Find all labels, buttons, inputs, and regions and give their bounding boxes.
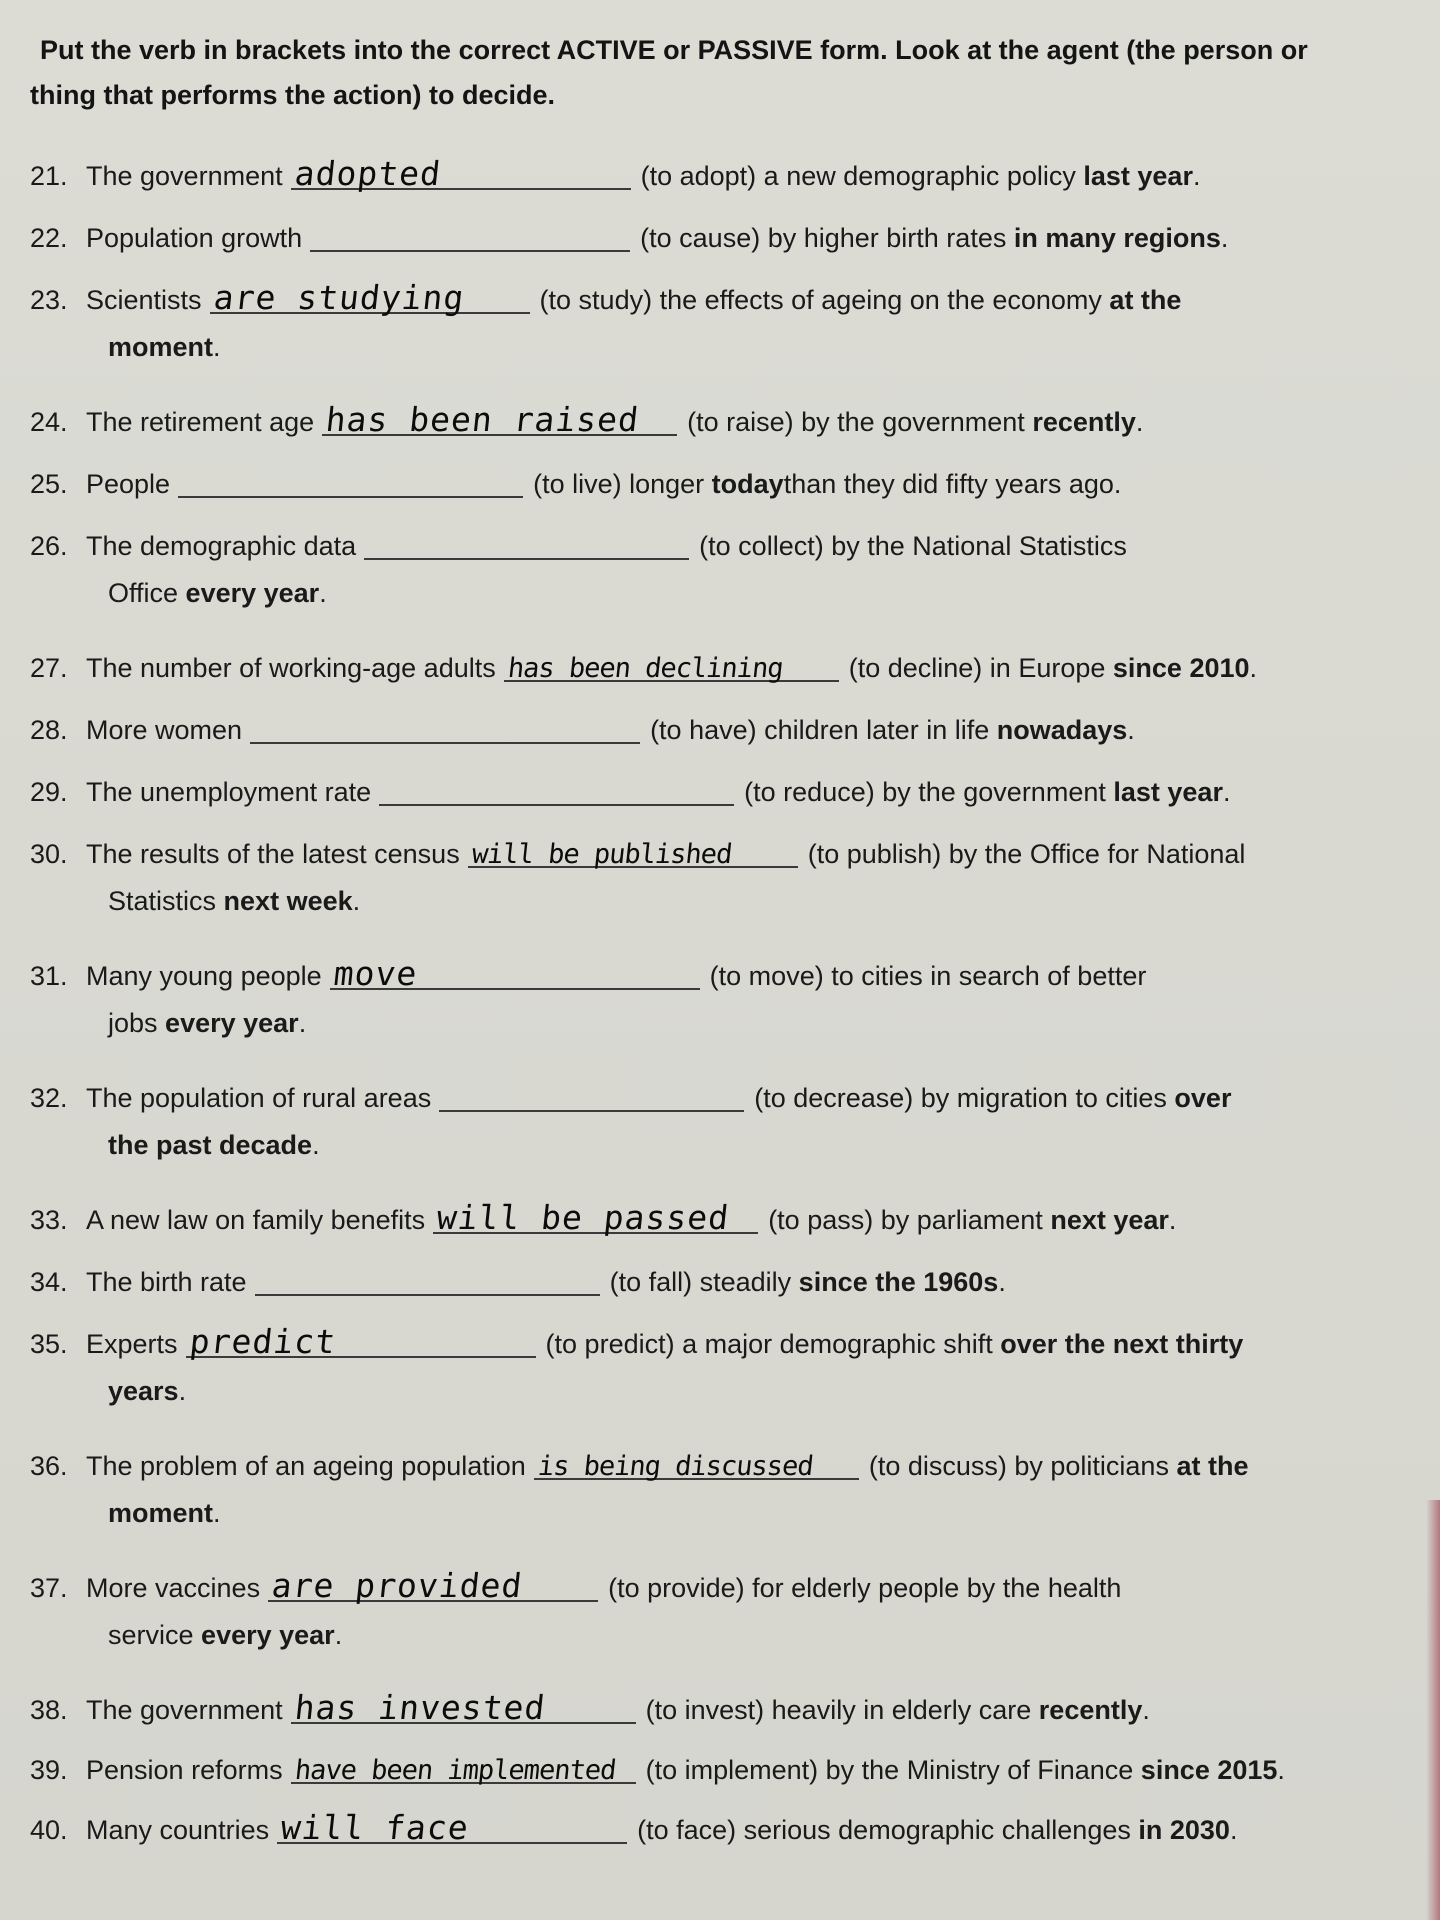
time-expression: over: [1174, 1083, 1232, 1113]
question-number: 35.: [30, 1329, 68, 1359]
question-30: [30, 828, 1390, 915]
question-34: [30, 1256, 1390, 1296]
answer-blank[interactable]: [468, 828, 798, 868]
question-stem: Many countries: [86, 1815, 270, 1845]
sentence-end: .: [213, 332, 221, 362]
question-continuation: [108, 334, 1390, 361]
time-expression: years: [108, 1376, 179, 1406]
sentence-end: .: [1277, 1755, 1285, 1785]
time-expression: every year: [165, 1008, 299, 1038]
answer-blank[interactable]: [534, 1440, 859, 1480]
answer-blank[interactable]: [250, 704, 640, 744]
answer-blank[interactable]: [330, 950, 700, 993]
handwritten-answer: will face: [279, 1808, 471, 1847]
verb-hint: (to adopt) a new demographic policy: [640, 161, 1076, 191]
time-expression: every year: [201, 1620, 335, 1650]
question-stem: Pension reforms: [86, 1755, 283, 1785]
question-stem: The birth rate: [86, 1267, 247, 1297]
answer-blank[interactable]: [439, 1072, 744, 1112]
sentence-end: than they did fifty years ago.: [783, 469, 1122, 499]
handwritten-answer: move: [331, 954, 420, 993]
verb-hint: (to implement) by the Ministry of Finance: [645, 1755, 1134, 1785]
sentence-end: .: [319, 578, 327, 608]
verb-hint: (to publish) by the Office for National: [807, 839, 1246, 869]
question-number: 33.: [30, 1205, 68, 1235]
answer-blank[interactable]: [186, 1318, 536, 1361]
question-number: 32.: [30, 1083, 68, 1113]
verb-hint: (to cause) by higher birth rates: [640, 223, 1007, 253]
instructions-line-2: thing that performs the action) to decide.: [30, 80, 556, 110]
question-stem: Many young people: [86, 961, 322, 991]
question-33: [30, 1194, 1390, 1237]
verb-hint: (to face) serious demographic challenges: [637, 1815, 1131, 1845]
time-expression: since the 1960s: [798, 1267, 999, 1297]
sentence-end: .: [334, 1620, 343, 1650]
time-expression: since 2010: [1112, 653, 1250, 683]
verb-hint: (to live) longer: [533, 469, 705, 499]
sentence-end: .: [1142, 1695, 1150, 1725]
verb-hint: (to raise) by the government: [687, 407, 1025, 437]
question-number: 40.: [30, 1815, 68, 1845]
verb-hint: (to provide) for elderly people by the health: [608, 1573, 1122, 1603]
question-number: 21.: [30, 161, 68, 191]
time-expression: recently: [1038, 1695, 1143, 1725]
time-expression: at the: [1109, 285, 1182, 315]
question-continuation: [108, 1500, 1390, 1527]
sentence-end: .: [213, 1498, 221, 1528]
handwritten-answer: have been implemented: [292, 1755, 617, 1786]
question-stem: The unemployment rate: [86, 777, 372, 807]
time-expression: the past decade: [108, 1130, 313, 1160]
verb-hint: (to collect) by the National Statistics: [699, 531, 1127, 561]
time-expression: next week: [223, 886, 353, 916]
answer-blank[interactable]: [364, 520, 689, 560]
handwritten-answer: are studying: [211, 278, 467, 317]
sentence-end: .: [1220, 223, 1229, 253]
answer-blank[interactable]: [277, 1804, 627, 1847]
handwritten-answer: are provided: [270, 1566, 525, 1605]
question-stem: A new law on family benefits: [86, 1205, 426, 1235]
question-continuation: [108, 1010, 1390, 1037]
question-26: [30, 520, 1390, 607]
continuation-text: Statistics: [108, 886, 217, 916]
question-number: 38.: [30, 1695, 68, 1725]
question-25: [30, 458, 1390, 498]
answer-blank[interactable]: [268, 1562, 598, 1605]
verb-hint: (to discuss) by politicians: [868, 1451, 1169, 1481]
answer-blank[interactable]: [291, 1744, 636, 1784]
question-stem: The retirement age: [86, 407, 315, 437]
time-expression: moment: [108, 332, 214, 362]
sentence-end: .: [298, 1008, 307, 1038]
question-stem: The government: [86, 161, 283, 191]
handwritten-answer: has invested: [292, 1688, 548, 1727]
question-number: 28.: [30, 715, 68, 745]
handwritten-answer: adopted: [292, 154, 443, 193]
time-expression: moment: [108, 1498, 214, 1528]
question-number: 25.: [30, 469, 68, 499]
time-expression: over the next thirty: [1000, 1329, 1244, 1359]
question-number: 30.: [30, 839, 68, 869]
question-stem: The population of rural areas: [86, 1083, 432, 1113]
question-24: [30, 396, 1390, 439]
question-28: [30, 704, 1390, 744]
question-number: 29.: [30, 777, 68, 807]
answer-blank[interactable]: [291, 150, 631, 193]
question-32: [30, 1072, 1390, 1159]
question-27: [30, 642, 1390, 682]
time-expression: last year: [1083, 161, 1193, 191]
verb-hint: (to have) children later in life: [650, 715, 990, 745]
sentence-end: .: [1127, 715, 1135, 745]
sentence-end: .: [1249, 653, 1258, 683]
time-expression: last year: [1113, 777, 1223, 807]
answer-blank[interactable]: [322, 396, 677, 439]
verb-hint: (to fall) steadily: [609, 1267, 792, 1297]
sentence-end: .: [1229, 1815, 1238, 1845]
continuation-text: Office: [108, 578, 179, 608]
continuation-text: jobs: [108, 1008, 158, 1038]
answer-blank[interactable]: [178, 458, 523, 498]
question-37: [30, 1562, 1390, 1649]
sentence-end: .: [352, 886, 361, 916]
answer-blank[interactable]: [504, 642, 839, 682]
sentence-end: .: [312, 1130, 320, 1160]
question-36: [30, 1440, 1390, 1527]
time-expression: in 2030: [1138, 1815, 1230, 1845]
verb-hint: (to pass) by parliament: [768, 1205, 1043, 1235]
continuation-text: service: [108, 1620, 194, 1650]
question-stem: The results of the latest census: [86, 839, 460, 869]
question-continuation: [108, 580, 1390, 607]
instructions: [30, 28, 1390, 118]
time-expression: since 2015: [1140, 1755, 1278, 1785]
sentence-end: .: [1135, 407, 1144, 437]
time-expression: recently: [1032, 407, 1136, 437]
question-number: 34.: [30, 1267, 68, 1297]
answer-blank[interactable]: [433, 1194, 758, 1237]
question-stem: The problem of an ageing population: [86, 1451, 526, 1481]
question-stem: The government: [86, 1695, 283, 1725]
question-stem: People: [86, 469, 171, 499]
time-expression: at the: [1176, 1451, 1249, 1481]
question-35: [30, 1318, 1390, 1405]
answer-blank[interactable]: [255, 1256, 600, 1296]
question-continuation: [108, 888, 1390, 915]
question-stem: More women: [86, 715, 243, 745]
sentence-end: .: [1168, 1205, 1177, 1235]
question-31: [30, 950, 1390, 1037]
question-number: 31.: [30, 961, 68, 991]
question-stem: The demographic data: [86, 531, 357, 561]
question-stem: Population growth: [86, 223, 303, 253]
verb-hint: (to decline) in Europe: [848, 653, 1106, 683]
question-number: 27.: [30, 653, 68, 683]
verb-hint: (to invest) heavily in elderly care: [645, 1695, 1032, 1725]
question-23: [30, 274, 1390, 361]
verb-hint: (to study) the effects of ageing on the economy: [539, 285, 1102, 315]
time-expression: next year: [1050, 1205, 1169, 1235]
question-29: [30, 766, 1390, 806]
answer-blank[interactable]: [210, 274, 530, 317]
answer-blank[interactable]: [379, 766, 734, 806]
sentence-end: .: [178, 1376, 187, 1406]
question-number: 26.: [30, 531, 68, 561]
question-stem: The number of working-age adults: [86, 653, 496, 683]
time-expression: nowadays: [996, 715, 1128, 745]
question-continuation: [108, 1132, 1390, 1159]
question-number: 39.: [30, 1755, 68, 1785]
sentence-end: .: [998, 1267, 1006, 1297]
handwritten-answer: will be published: [470, 839, 733, 870]
question-stem: Experts: [86, 1329, 178, 1359]
question-stem: More vaccines: [86, 1573, 261, 1603]
verb-hint: (to move) to cities in search of better: [709, 961, 1147, 991]
question-number: 24.: [30, 407, 68, 437]
answer-blank[interactable]: [310, 212, 630, 252]
handwritten-answer: has been raised: [324, 400, 642, 439]
instructions-line-1: Put the verb in brackets into the correct ACTIVE or PASSIVE form. Look at the agent (the person or: [40, 35, 1308, 65]
question-number: 23.: [30, 285, 68, 315]
time-expression: today: [711, 469, 784, 499]
question-number: 37.: [30, 1573, 68, 1603]
question-38: [30, 1684, 1390, 1727]
handwritten-answer: has been declining: [506, 653, 784, 684]
question-22: [30, 212, 1390, 252]
time-expression: in many regions: [1013, 223, 1221, 253]
question-21: [30, 150, 1390, 193]
verb-hint: (to decrease) by migration to cities: [754, 1083, 1167, 1113]
answer-blank[interactable]: [291, 1684, 636, 1727]
sentence-end: .: [1222, 777, 1231, 807]
handwritten-answer: predict: [187, 1322, 338, 1361]
verb-hint: (to reduce) by the government: [744, 777, 1106, 807]
verb-hint: (to predict) a major demographic shift: [545, 1329, 993, 1359]
question-number: 22.: [30, 223, 68, 253]
time-expression: every year: [185, 578, 320, 608]
question-40: [30, 1804, 1390, 1847]
handwritten-answer: will be passed: [435, 1198, 732, 1237]
question-continuation: [108, 1622, 1390, 1649]
question-stem: Scientists: [86, 285, 202, 315]
question-number: 36.: [30, 1451, 68, 1481]
question-39: [30, 1744, 1390, 1784]
sentence-end: .: [1192, 161, 1201, 191]
handwritten-answer: is being discussed: [536, 1451, 815, 1482]
question-continuation: [108, 1378, 1390, 1405]
